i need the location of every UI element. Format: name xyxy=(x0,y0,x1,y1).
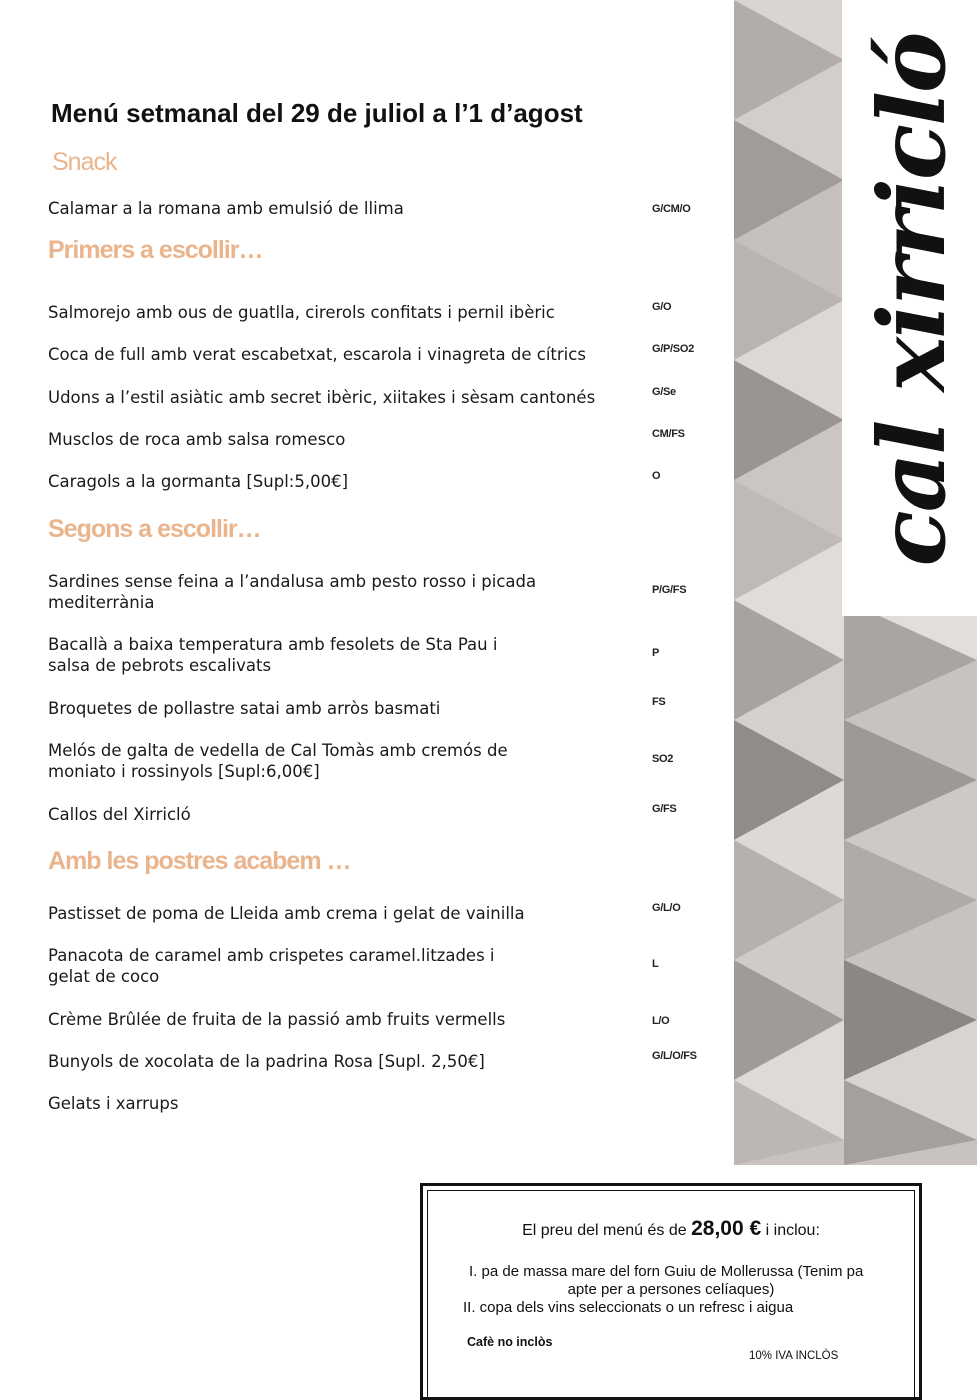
dish-item xyxy=(48,571,638,613)
price-box-inner xyxy=(427,1190,915,1397)
allergen-code: G/P/SO2 xyxy=(652,343,694,355)
dish-item: Musclos de roca amb salsa romesco xyxy=(48,430,346,449)
dish-item: Callos del Xirricló xyxy=(48,805,191,824)
section-title-primers: Primers a escollir… xyxy=(48,236,263,264)
coffee-note: Cafè no inclòs xyxy=(467,1335,553,1349)
dish-item: Crème Brûlée de fruita de la passió amb fruits vermells xyxy=(48,1010,506,1029)
price-amount: 28,00 € xyxy=(691,1217,762,1240)
allergen-code: FS xyxy=(652,696,666,708)
dish-line: gelat de coco xyxy=(48,967,160,986)
allergen-code: L xyxy=(652,958,659,970)
dish-item xyxy=(48,634,638,676)
price-intro: El preu del menú és de xyxy=(522,1222,687,1239)
section-title-postres: Amb les postres acabem … xyxy=(48,847,351,875)
dish-line: salsa de pebrots escalivats xyxy=(48,656,272,675)
dish-line: moniato i rossinyols [Supl:6,00€] xyxy=(48,762,320,781)
vat-note: 10% IVA INCLÒS xyxy=(749,1350,839,1362)
dish-line: mediterrània xyxy=(48,593,155,612)
dish-line: Bacallà a baixa temperatura amb fesolets de Sta Pau i xyxy=(48,635,498,654)
allergen-code: G/CM/O xyxy=(652,203,691,215)
section-title-snack: Snack xyxy=(52,148,117,176)
price-intro-end: i inclou: xyxy=(765,1222,820,1239)
page-title: Menú setmanal del 29 de juliol a l’1 d’agost xyxy=(51,98,583,128)
allergen-code: P/G/FS xyxy=(652,584,687,596)
dish-line: Panacota de caramel amb crispetes caramel.litzades i xyxy=(48,946,495,965)
logo-wordmark: cal xirricló xyxy=(858,33,966,567)
dish-item: Bunyols de xocolata de la padrina Rosa [Supl. 2,50€] xyxy=(48,1052,485,1071)
allergen-code: G/L/O/FS xyxy=(652,1050,697,1062)
price-box xyxy=(420,1183,922,1400)
section-title-segons: Segons a escollir… xyxy=(48,515,261,543)
logo-panel xyxy=(842,0,977,616)
allergen-code: O xyxy=(652,470,661,482)
dish-item: Calamar a la romana amb emulsió de llima xyxy=(48,199,404,218)
allergen-code: G/Se xyxy=(652,386,676,398)
dish-item: Udons a l’estil asiàtic amb secret ibèric, xiitakes i sèsam cantonés xyxy=(48,388,596,407)
dish-item: Gelats i xarrups xyxy=(48,1094,179,1113)
dish-item xyxy=(48,740,638,782)
allergen-code: G/L/O xyxy=(652,902,681,914)
allergen-code: G/FS xyxy=(652,803,677,815)
allergen-code: CM/FS xyxy=(652,428,685,440)
included-item-bread-cont: apte per a persones celíaques) xyxy=(567,1281,775,1298)
allergen-code: L/O xyxy=(652,1015,670,1027)
included-item-wine: II. copa dels vins seleccionats o un refresc i aigua xyxy=(463,1299,794,1316)
dish-item xyxy=(48,945,638,987)
dish-line: Sardines sense feina a l’andalusa amb pesto rosso i picada xyxy=(48,572,537,591)
price-line xyxy=(428,1217,914,1241)
dish-item: Broquetes de pollastre satai amb arròs basmati xyxy=(48,699,441,718)
allergen-code: G/O xyxy=(652,301,672,313)
allergen-code: SO2 xyxy=(652,753,674,765)
dish-item: Caragols a la gormanta [Supl:5,00€] xyxy=(48,472,349,491)
dish-item: Coca de full amb verat escabetxat, escarola i vinagreta de cítrics xyxy=(48,345,586,364)
dish-line: Melós de galta de vedella de Cal Tomàs amb cremós de xyxy=(48,741,508,760)
dish-item: Salmorejo amb ous de guatlla, cirerols confitats i pernil ibèric xyxy=(48,303,555,322)
included-item-bread: I. pa de massa mare del forn Guiu de Mollerussa (Tenim pa xyxy=(469,1263,864,1280)
dish-item: Pastisset de poma de Lleida amb crema i gelat de vainilla xyxy=(48,904,525,923)
allergen-code: P xyxy=(652,647,660,659)
